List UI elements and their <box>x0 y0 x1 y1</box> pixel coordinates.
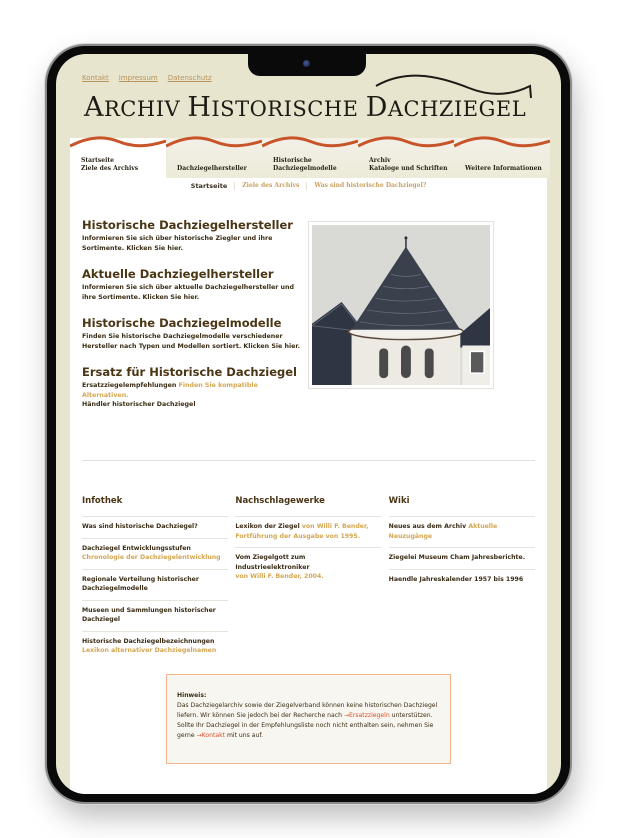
subnav-was-sind[interactable]: Was sind historische Dachziegel? <box>306 182 433 190</box>
link-columns <box>82 496 542 662</box>
tab-label-2: Kataloge und Schriften <box>369 165 448 172</box>
main-nav-tabs <box>70 138 548 178</box>
ersatzziegeln-link[interactable]: →Ersatzziegeln <box>343 712 390 719</box>
link-impressum[interactable]: Impressum <box>118 74 158 82</box>
ersatz-label: Ersatzziegelempfehlungen <box>82 382 177 389</box>
list-item[interactable]: Lexikon der Ziegel von Willi F. Bender, Fortführung der Ausgabe von 1995. <box>235 516 381 547</box>
notice-box <box>166 674 451 764</box>
notice-text: Das Dachziegelarchiv sowie der Ziegelverband können keine historischen Dachziegel liefern. Wir können Sie jedoch bei der Recherche nach <box>177 702 438 719</box>
link-datenschutz[interactable]: Datenschutz <box>167 74 212 82</box>
section-historische-hersteller[interactable] <box>82 218 302 253</box>
tab-label-2: Dachziegelmodelle <box>273 165 337 172</box>
roof-photo <box>308 221 494 389</box>
column-wiki <box>389 496 542 662</box>
subnav-ziele[interactable]: Ziele des Archivs <box>234 182 306 190</box>
roof-image-icon <box>312 225 490 385</box>
tab-label-1: Startseite <box>81 157 114 164</box>
section-dachziegelmodelle[interactable] <box>82 316 302 351</box>
link-kontakt[interactable]: Kontakt <box>82 74 109 82</box>
tab-startseite[interactable] <box>70 138 166 178</box>
section-text: Informieren Sie sich über historische Ziegler und ihre Sortimente. Klicken Sie hier. <box>82 235 273 252</box>
column-title: Infothek <box>82 496 123 506</box>
list-item[interactable]: Neues aus dem Archiv Aktuelle Neuzugänge <box>389 516 535 547</box>
wave-icon <box>454 136 550 150</box>
tab-label-1: Historische <box>273 157 312 164</box>
column-title: Wiki <box>388 496 410 506</box>
list-item[interactable]: Dachziegel Entwicklungsstufen Chronologie der Dachziegelentwicklung <box>82 538 228 569</box>
column-infothek <box>82 496 235 662</box>
list-item[interactable]: Museen und Sammlungen historischer Dachziegel <box>82 600 228 631</box>
wave-icon <box>358 136 454 150</box>
main-content <box>70 178 547 794</box>
tab-label-1: Archiv <box>369 157 391 164</box>
wave-icon <box>70 136 166 150</box>
section-aktuelle-hersteller[interactable] <box>82 267 302 302</box>
section-title[interactable]: Aktuelle Dachziegelhersteller <box>82 267 274 281</box>
list-item[interactable]: Regionale Verteilung historischer Dachziegelmodelle <box>82 569 228 600</box>
subnav-startseite[interactable]: Startseite <box>190 182 228 190</box>
tab-dachziegelmodelle[interactable] <box>262 138 358 178</box>
list-item[interactable]: Historische Dachziegelbezeichnungen Lexikon alternativer Dachziegelnamen <box>82 631 228 662</box>
section-text <box>82 381 302 410</box>
notice-text: mit uns auf. <box>225 732 263 739</box>
ersatz-link[interactable]: Finden Sie kompatible Alternativen. <box>82 382 258 399</box>
tab-dachziegelhersteller[interactable] <box>166 138 262 178</box>
list-item[interactable]: Haendle Jahreskalender 1957 bis 1996 <box>389 569 535 591</box>
section-text: Informieren Sie sich über aktuelle Dachziegelhersteller und ihre Sortimente. Klicken Sie hier. <box>82 284 295 301</box>
feature-sections <box>82 218 302 424</box>
section-title[interactable]: Ersatz für Historische Dachziegel <box>82 365 297 379</box>
wave-icon <box>262 136 358 150</box>
device-notch <box>248 54 366 76</box>
camera-icon <box>303 60 310 67</box>
list-item[interactable]: Was sind historische Dachziegel? <box>82 516 228 538</box>
tab-weitere-informationen[interactable] <box>454 138 550 178</box>
section-ersatz <box>82 365 302 410</box>
sub-navigation <box>70 182 547 190</box>
section-divider <box>82 460 535 461</box>
notice-text: unterstützen. Sollte Ihr Dachziegel in der Empfehlungsliste noch nicht enthalten sein, nehmen Sie gerne <box>177 712 434 739</box>
tab-label-2: Dachziegelhersteller <box>177 165 247 172</box>
column-title: Nachschlagewerke <box>235 496 325 506</box>
site-title[interactable]: ARCHIV HISTORISCHE DACHZIEGEL <box>84 92 527 123</box>
section-text: Finden Sie historische Dachziegelmodelle verschiedener Hersteller nach Typen und Modellen sortiert. Klicken Sie hier. <box>82 333 300 350</box>
section-title[interactable]: Historische Dachziegelhersteller <box>82 218 293 232</box>
kontakt-link[interactable]: →Kontakt <box>196 732 226 739</box>
wave-icon <box>166 136 262 150</box>
tab-archiv[interactable] <box>358 138 454 178</box>
tab-label-2: Ziele des Archivs <box>81 165 139 172</box>
tab-label-2: Weitere Informationen <box>465 165 542 172</box>
list-item[interactable]: Ziegelei Museum Cham Jahresberichte. <box>389 547 535 569</box>
notice-heading: Hinweis: <box>177 692 207 699</box>
list-item[interactable]: Vom Ziegelgott zum Industrieelektroniker von Willi F. Bender, 2004. <box>235 547 381 588</box>
top-links <box>82 74 212 82</box>
column-nachschlagewerke <box>235 496 388 662</box>
section-title[interactable]: Historische Dachziegelmodelle <box>82 316 282 330</box>
browser-screen <box>56 54 561 794</box>
haendler-link[interactable]: Händler historischer Dachziegel <box>82 401 196 408</box>
